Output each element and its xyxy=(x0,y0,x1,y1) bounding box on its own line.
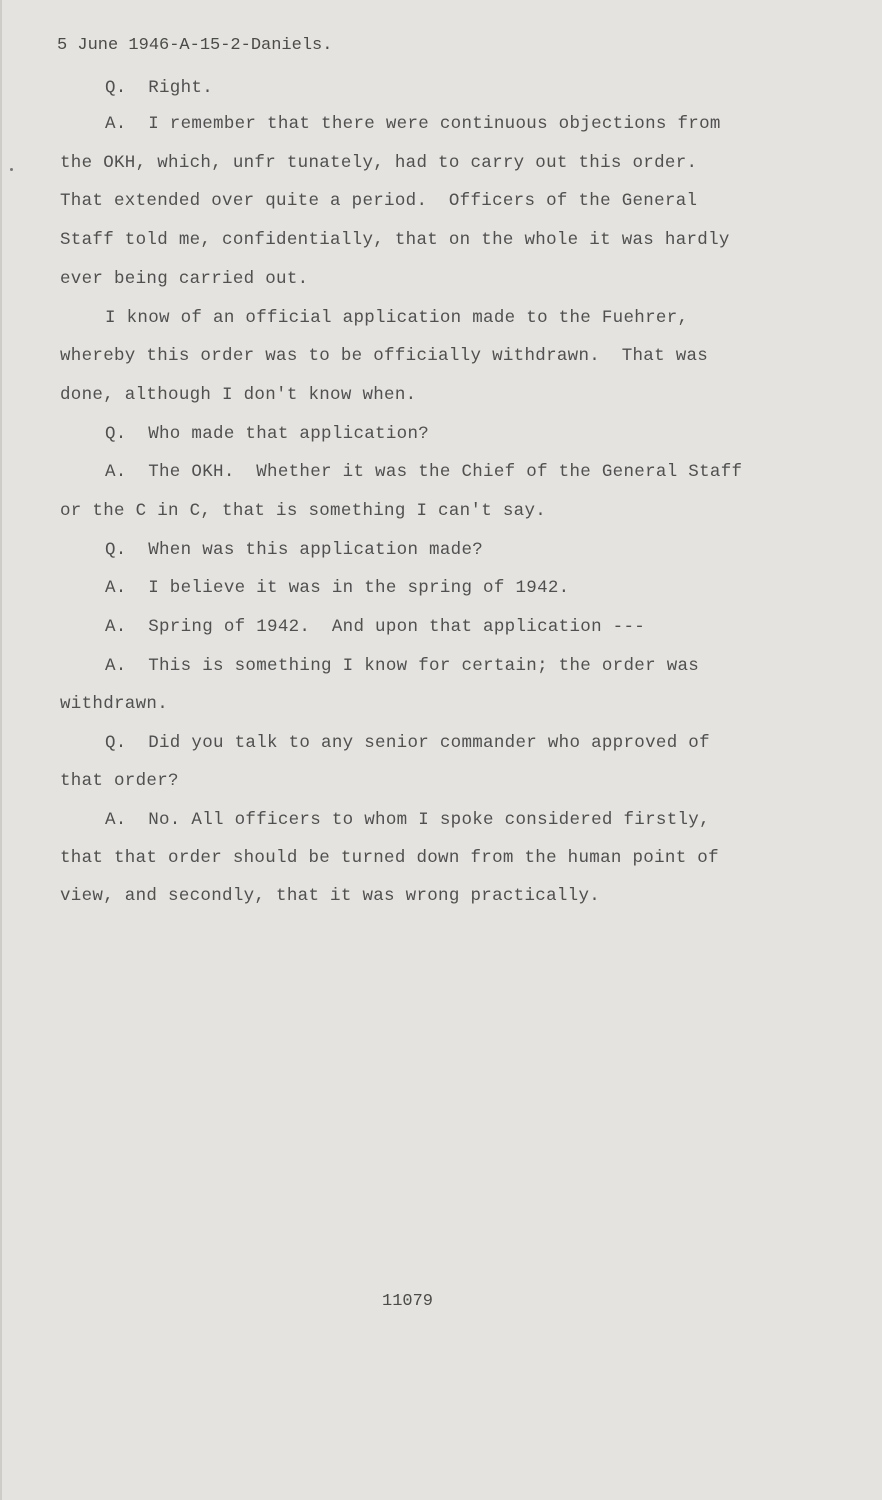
text-line: that order? xyxy=(60,771,179,791)
page-number: 11079 xyxy=(382,1292,434,1311)
text-line: I know of an official application made to the Fuehrer, xyxy=(105,308,689,328)
text-line: A. I remember that there were continuous objections from xyxy=(105,114,721,134)
text-line: withdrawn. xyxy=(60,694,169,714)
text-line: A. I believe it was in the spring of 1942. xyxy=(105,578,570,598)
text-line: Q. When was this application made? xyxy=(105,540,484,560)
text-line: Q. Did you talk to any senior commander who approved of xyxy=(105,733,710,753)
text-line: A. Spring of 1942. And upon that application --- xyxy=(105,617,646,637)
text-line: A. This is something I know for certain; the order was xyxy=(105,656,700,676)
ink-speck xyxy=(10,168,13,171)
text-line: A. The OKH. Whether it was the Chief of the General Staff xyxy=(105,462,743,482)
text-line: view, and secondly, that it was wrong practically. xyxy=(60,886,601,906)
text-line: Staff told me, confidentially, that on the whole it was hardly xyxy=(60,230,730,250)
page-edge xyxy=(0,0,2,1500)
text-line: ever being carried out. xyxy=(60,269,309,289)
text-line: done, although I don't know when. xyxy=(60,385,417,405)
text-line: Q. Right. xyxy=(105,78,214,98)
text-line: whereby this order was to be officially withdrawn. That was xyxy=(60,346,709,366)
text-line: That extended over quite a period. Officers of the General xyxy=(60,191,698,211)
document-header: 5 June 1946-A-15-2-Daniels. xyxy=(57,36,333,55)
text-line: A. No. All officers to whom I spoke considered firstly, xyxy=(105,810,710,830)
text-line: that that order should be turned down from the human point of xyxy=(60,848,719,868)
text-line: or the C in C, that is something I can't say. xyxy=(60,501,547,521)
text-line: the OKH, which, unfr tunately, had to carry out this order. xyxy=(60,153,698,173)
text-line: Q. Who made that application? xyxy=(105,424,430,444)
